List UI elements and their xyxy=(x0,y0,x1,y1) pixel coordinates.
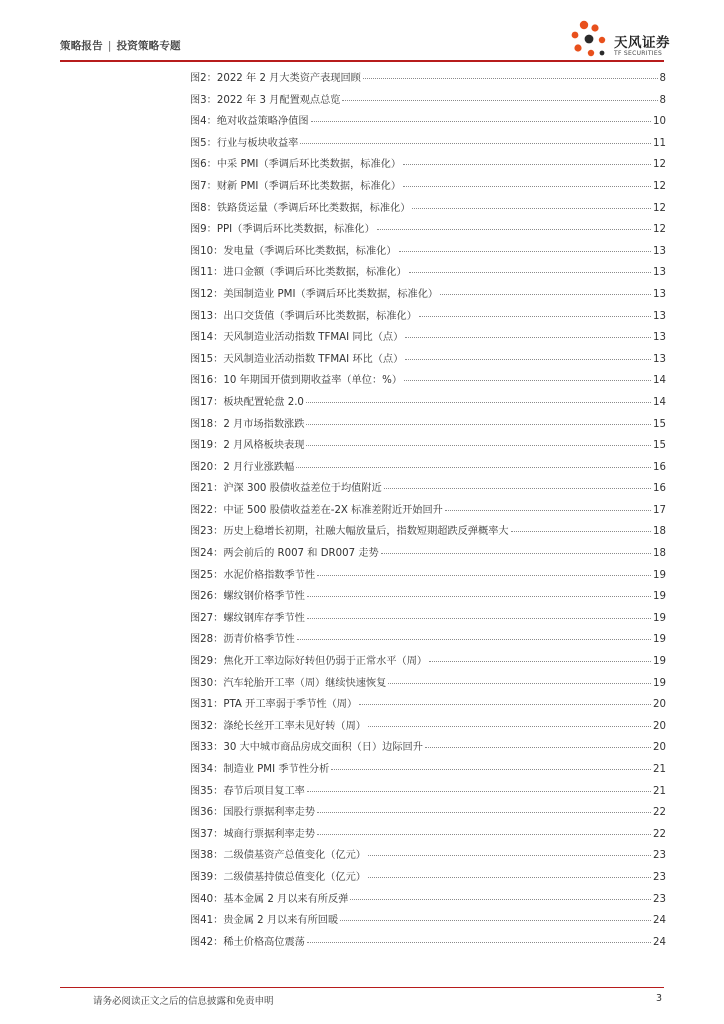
toc-entry-title: 制造业 PMI 季节性分析 xyxy=(223,764,330,775)
toc-entry-label: 图20： xyxy=(190,461,224,473)
toc-entry-page: 24 xyxy=(653,915,666,927)
toc-leader-dots xyxy=(359,704,651,705)
toc-entry-title: 中采 PMI（季调后环比类数据，标准化） xyxy=(216,159,402,171)
toc-leader-dots xyxy=(404,380,651,381)
toc-entry-page: 23 xyxy=(653,893,666,905)
toc-entry-label: 图38： xyxy=(190,850,224,862)
toc-entry-title: 30 大中城市商品房成交面积（日）边际回升 xyxy=(223,742,423,754)
header-report-type: 策略报告 xyxy=(60,40,103,52)
toc-entry-label: 图13： xyxy=(190,310,224,322)
toc-entry-label: 图25： xyxy=(190,569,224,581)
toc-entry-label: 图3： xyxy=(190,94,217,106)
toc-entry-page: 18 xyxy=(653,526,666,538)
toc-entry[interactable] xyxy=(190,155,666,177)
toc-entry-page: 20 xyxy=(653,699,666,711)
toc-entry-label: 图12： xyxy=(190,288,224,300)
toc-entry-title: 城商行票据利率走势 xyxy=(223,828,316,840)
toc-entry-label: 图39： xyxy=(190,871,224,883)
toc-leader-dots xyxy=(412,208,651,209)
toc-entry[interactable] xyxy=(190,760,666,782)
toc-entry[interactable] xyxy=(190,285,666,307)
toc-entry-title: 焦化开工率边际好转但仍弱于正常水平（周） xyxy=(223,656,428,668)
toc-entry-title: 两会前后的 R007 和 DR007 走势 xyxy=(223,548,379,560)
toc-entry-page: 13 xyxy=(653,267,666,279)
toc-entry[interactable] xyxy=(190,436,666,458)
toc-entry-title: 财新 PMI（季调后环比类数据，标准化） xyxy=(216,180,402,192)
toc-leader-dots xyxy=(296,467,651,468)
toc-entry-label: 图42： xyxy=(190,936,224,948)
toc-leader-dots xyxy=(311,121,651,122)
toc-entry-page: 19 xyxy=(653,612,666,624)
toc-entry-page: 12 xyxy=(653,202,666,214)
toc-entry[interactable] xyxy=(190,522,666,544)
toc-entry[interactable] xyxy=(190,544,666,566)
toc-leader-dots xyxy=(381,553,651,554)
toc-leader-dots xyxy=(368,877,651,878)
toc-leader-dots xyxy=(368,855,651,856)
toc-entry[interactable] xyxy=(190,307,666,329)
toc-entry[interactable] xyxy=(190,177,666,199)
toc-leader-dots xyxy=(511,531,651,532)
toc-entry-label: 图22： xyxy=(190,504,224,516)
toc-entry-label: 图11： xyxy=(190,267,224,279)
toc-entry-page: 13 xyxy=(653,245,666,257)
toc-entry-page: 17 xyxy=(653,504,666,516)
toc-entry-title: 贵金属 2 月以来有所回暖 xyxy=(223,915,339,927)
toc-entry[interactable] xyxy=(190,393,666,415)
toc-entry-label: 图4： xyxy=(190,116,217,128)
toc-entry-title: 进口金额（季调后环比类数据，标准化） xyxy=(223,267,407,279)
toc-leader-dots xyxy=(405,359,651,360)
toc-entry-label: 图40： xyxy=(190,893,224,905)
toc-leader-dots xyxy=(317,812,651,813)
toc-leader-dots xyxy=(307,596,651,597)
toc-entry-label: 图7： xyxy=(190,180,217,192)
toc-entry-title: 铁路货运量（季调后环比类数据，标准化） xyxy=(216,202,411,214)
toc-entry-label: 图26： xyxy=(190,591,224,603)
toc-entry-label: 图14： xyxy=(190,332,224,344)
toc-entry-label: 图35： xyxy=(190,785,224,797)
toc-leader-dots xyxy=(317,575,651,576)
footer-rule xyxy=(60,987,664,988)
toc-entry[interactable] xyxy=(190,695,666,717)
toc-entry-title: 2022 年 2 月大类资产表现回顾 xyxy=(216,73,361,84)
toc-entry-page: 24 xyxy=(653,936,666,948)
toc-entry-label: 图15： xyxy=(190,353,224,365)
toc-entry-page: 8 xyxy=(659,94,666,106)
logo-name-en: TF SECURITIES xyxy=(614,50,663,57)
figure-toc-list xyxy=(190,69,666,954)
toc-leader-dots xyxy=(368,726,651,727)
toc-entry-title: 汽车轮胎开工率（周）继续快速恢复 xyxy=(223,677,387,689)
toc-entry[interactable] xyxy=(190,501,666,523)
toc-entry-title: 历史上稳增长初期，社融大幅放量后，指数短期超跌反弹概率大 xyxy=(223,526,509,538)
toc-entry-title: 沪深 300 股债收益差位于均值附近 xyxy=(223,483,382,495)
toc-leader-dots xyxy=(377,229,651,230)
toc-leader-dots xyxy=(307,791,651,792)
toc-entry-title: 美国制造业 PMI（季调后环比类数据，标准化） xyxy=(223,288,439,300)
toc-leader-dots xyxy=(307,618,651,619)
toc-leader-dots xyxy=(363,78,658,79)
toc-entry[interactable] xyxy=(190,566,666,588)
toc-entry-title: 螺纹钢库存季节性 xyxy=(223,612,305,624)
toc-entry[interactable] xyxy=(190,479,666,501)
toc-entry-title: 基本金属 2 月以来有所反弹 xyxy=(223,893,349,905)
toc-leader-dots xyxy=(429,661,651,662)
toc-entry-title: PTA 开工率弱于季节性（周） xyxy=(223,699,358,711)
toc-entry-title: 板块配置轮盘 2.0 xyxy=(223,396,304,408)
toc-entry-title: 出口交货值（季调后环比类数据，标准化） xyxy=(223,310,417,322)
toc-entry-page: 13 xyxy=(653,310,666,322)
toc-leader-dots xyxy=(403,164,651,165)
toc-entry-title: 行业与板块收益率 xyxy=(216,137,299,149)
toc-entry-page: 13 xyxy=(653,332,666,344)
toc-entry-page: 22 xyxy=(653,828,666,840)
toc-entry[interactable] xyxy=(190,846,666,868)
toc-entry[interactable] xyxy=(190,825,666,847)
toc-entry[interactable] xyxy=(190,69,666,91)
toc-entry-label: 图5： xyxy=(190,137,217,149)
toc-entry-title: 发电量（季调后环比类数据，标准化） xyxy=(223,245,397,257)
toc-entry[interactable] xyxy=(190,587,666,609)
toc-entry-label: 图6： xyxy=(190,159,217,171)
toc-leader-dots xyxy=(342,100,657,101)
toc-entry[interactable] xyxy=(190,134,666,156)
toc-entry[interactable] xyxy=(190,782,666,804)
toc-entry-page: 12 xyxy=(653,180,666,192)
toc-entry[interactable] xyxy=(190,350,666,372)
toc-entry-page: 23 xyxy=(653,871,666,883)
toc-entry-label: 图2： xyxy=(190,73,217,84)
toc-entry-label: 图24： xyxy=(190,548,224,560)
toc-leader-dots xyxy=(306,445,651,446)
toc-entry-title: 天风制造业活动指数 TFMAI 环比（点） xyxy=(223,353,404,365)
header-report-topic: 投资策略专题 xyxy=(116,40,181,52)
toc-leader-dots xyxy=(403,186,651,187)
toc-entry-label: 图10： xyxy=(190,245,224,257)
toc-leader-dots xyxy=(307,942,651,943)
toc-entry-page: 10 xyxy=(653,116,666,128)
toc-entry-page: 23 xyxy=(653,850,666,862)
toc-entry[interactable] xyxy=(190,91,666,113)
toc-entry[interactable] xyxy=(190,630,666,652)
toc-leader-dots xyxy=(300,143,651,144)
toc-entry-page: 21 xyxy=(653,764,666,775)
logo-name-cn: 天风证券 xyxy=(614,35,670,51)
toc-leader-dots xyxy=(425,747,651,748)
toc-entry-label: 图21： xyxy=(190,483,224,495)
toc-entry[interactable] xyxy=(190,415,666,437)
toc-entry[interactable] xyxy=(190,717,666,739)
company-logo xyxy=(568,20,688,62)
toc-entry-page: 12 xyxy=(653,159,666,171)
toc-entry-label: 图16： xyxy=(190,375,224,387)
toc-entry-title: 天风制造业活动指数 TFMAI 同比（点） xyxy=(223,332,404,344)
toc-entry-page: 16 xyxy=(653,461,666,473)
toc-entry-label: 图17： xyxy=(190,396,224,408)
toc-entry[interactable] xyxy=(190,112,666,134)
toc-entry-page: 19 xyxy=(653,677,666,689)
toc-entry-title: 稀土价格高位震荡 xyxy=(223,936,305,948)
toc-entry-page: 13 xyxy=(653,353,666,365)
toc-entry-page: 21 xyxy=(653,785,666,797)
page-number: 3 xyxy=(655,993,662,1004)
header-rule xyxy=(60,60,664,62)
toc-entry-title: 水泥价格指数季节性 xyxy=(223,569,316,581)
toc-entry-title: 国股行票据利率走势 xyxy=(223,807,316,819)
toc-entry[interactable] xyxy=(190,674,666,696)
toc-entry-title: 10 年期国开债到期收益率（单位：%） xyxy=(223,375,403,387)
toc-entry-label: 图36： xyxy=(190,807,224,819)
toc-entry-page: 15 xyxy=(653,440,666,452)
toc-leader-dots xyxy=(306,424,651,425)
toc-entry-page: 15 xyxy=(653,418,666,430)
toc-entry-page: 11 xyxy=(653,137,666,149)
toc-entry[interactable] xyxy=(190,868,666,890)
toc-leader-dots xyxy=(297,639,651,640)
logo-flower-icon xyxy=(568,20,612,62)
toc-entry-title: 绝对收益策略净值图 xyxy=(216,116,309,128)
toc-entry-title: 2 月市场指数涨跌 xyxy=(223,418,305,430)
toc-entry-title: 2 月行业涨跌幅 xyxy=(223,461,295,473)
toc-entry-label: 图23： xyxy=(190,526,224,538)
report-header xyxy=(60,38,181,53)
toc-entry[interactable] xyxy=(190,911,666,933)
toc-entry-label: 图31： xyxy=(190,699,224,711)
toc-leader-dots xyxy=(409,272,651,273)
toc-entry-page: 14 xyxy=(653,396,666,408)
toc-entry-page: 13 xyxy=(653,288,666,300)
toc-entry[interactable] xyxy=(190,933,666,955)
toc-entry-label: 图34： xyxy=(190,764,224,775)
toc-leader-dots xyxy=(419,316,651,317)
toc-leader-dots xyxy=(384,488,651,489)
toc-entry-title: 涤纶长丝开工率未见好转（周） xyxy=(223,720,366,732)
toc-entry[interactable] xyxy=(190,220,666,242)
toc-entry-label: 图33： xyxy=(190,742,224,754)
toc-leader-dots xyxy=(317,834,651,835)
footer-disclaimer[interactable]: 请务必阅读正文之后的信息披露和免责申明 xyxy=(93,996,274,1007)
toc-entry-page: 12 xyxy=(653,224,666,236)
toc-entry-title: 2 月风格板块表现 xyxy=(223,440,305,452)
toc-leader-dots xyxy=(306,402,651,403)
toc-entry-label: 图29： xyxy=(190,656,224,668)
toc-leader-dots xyxy=(405,337,651,338)
toc-entry[interactable] xyxy=(190,371,666,393)
toc-entry-page: 19 xyxy=(653,656,666,668)
toc-entry-label: 图28： xyxy=(190,634,224,646)
toc-entry-label: 图8： xyxy=(190,202,217,214)
toc-entry-page: 18 xyxy=(653,548,666,560)
toc-leader-dots xyxy=(440,294,651,295)
toc-entry-page: 19 xyxy=(653,591,666,603)
toc-entry-label: 图32： xyxy=(190,720,224,732)
toc-entry[interactable] xyxy=(190,738,666,760)
toc-entry-title: 中证 500 股债收益差在-2X 标准差附近开始回升 xyxy=(223,504,443,516)
toc-entry-title: 沥青价格季节性 xyxy=(223,634,295,646)
toc-entry-label: 图37： xyxy=(190,828,224,840)
toc-entry-title: 二级债基资产总值变化（亿元） xyxy=(223,850,366,862)
toc-entry-label: 图27： xyxy=(190,612,224,624)
toc-entry-label: 图30： xyxy=(190,677,224,689)
toc-entry[interactable] xyxy=(190,199,666,221)
toc-entry[interactable] xyxy=(190,328,666,350)
toc-entry[interactable] xyxy=(190,652,666,674)
toc-entry-label: 图9： xyxy=(190,224,217,236)
toc-entry-title: 春节后项目复工率 xyxy=(223,785,305,797)
toc-leader-dots xyxy=(340,920,651,921)
toc-entry-page: 16 xyxy=(653,483,666,495)
toc-entry-label: 图41： xyxy=(190,915,224,927)
toc-entry-page: 19 xyxy=(653,569,666,581)
toc-leader-dots xyxy=(350,899,651,900)
toc-entry[interactable] xyxy=(190,803,666,825)
toc-entry[interactable] xyxy=(190,242,666,264)
toc-entry-title: 螺纹钢价格季节性 xyxy=(223,591,305,603)
toc-entry-label: 图18： xyxy=(190,418,224,430)
toc-entry[interactable] xyxy=(190,458,666,480)
toc-entry-title: PPI（季调后环比类数据，标准化） xyxy=(216,224,375,236)
toc-entry-page: 20 xyxy=(653,720,666,732)
toc-entry-title: 2022 年 3 月配置观点总览 xyxy=(216,94,341,106)
toc-entry-page: 14 xyxy=(653,375,666,387)
toc-entry-title: 二级债基持债总值变化（亿元） xyxy=(223,871,366,883)
toc-entry-page: 22 xyxy=(653,807,666,819)
toc-entry[interactable] xyxy=(190,609,666,631)
toc-entry-page: 19 xyxy=(653,634,666,646)
toc-leader-dots xyxy=(388,683,651,684)
toc-leader-dots xyxy=(331,769,651,770)
toc-leader-dots xyxy=(399,251,652,252)
toc-entry-page: 20 xyxy=(653,742,666,754)
toc-entry[interactable] xyxy=(190,890,666,912)
toc-entry-label: 图19： xyxy=(190,440,224,452)
header-separator: | xyxy=(107,40,112,52)
toc-entry-page: 8 xyxy=(659,73,666,84)
toc-leader-dots xyxy=(445,510,651,511)
toc-entry[interactable] xyxy=(190,263,666,285)
